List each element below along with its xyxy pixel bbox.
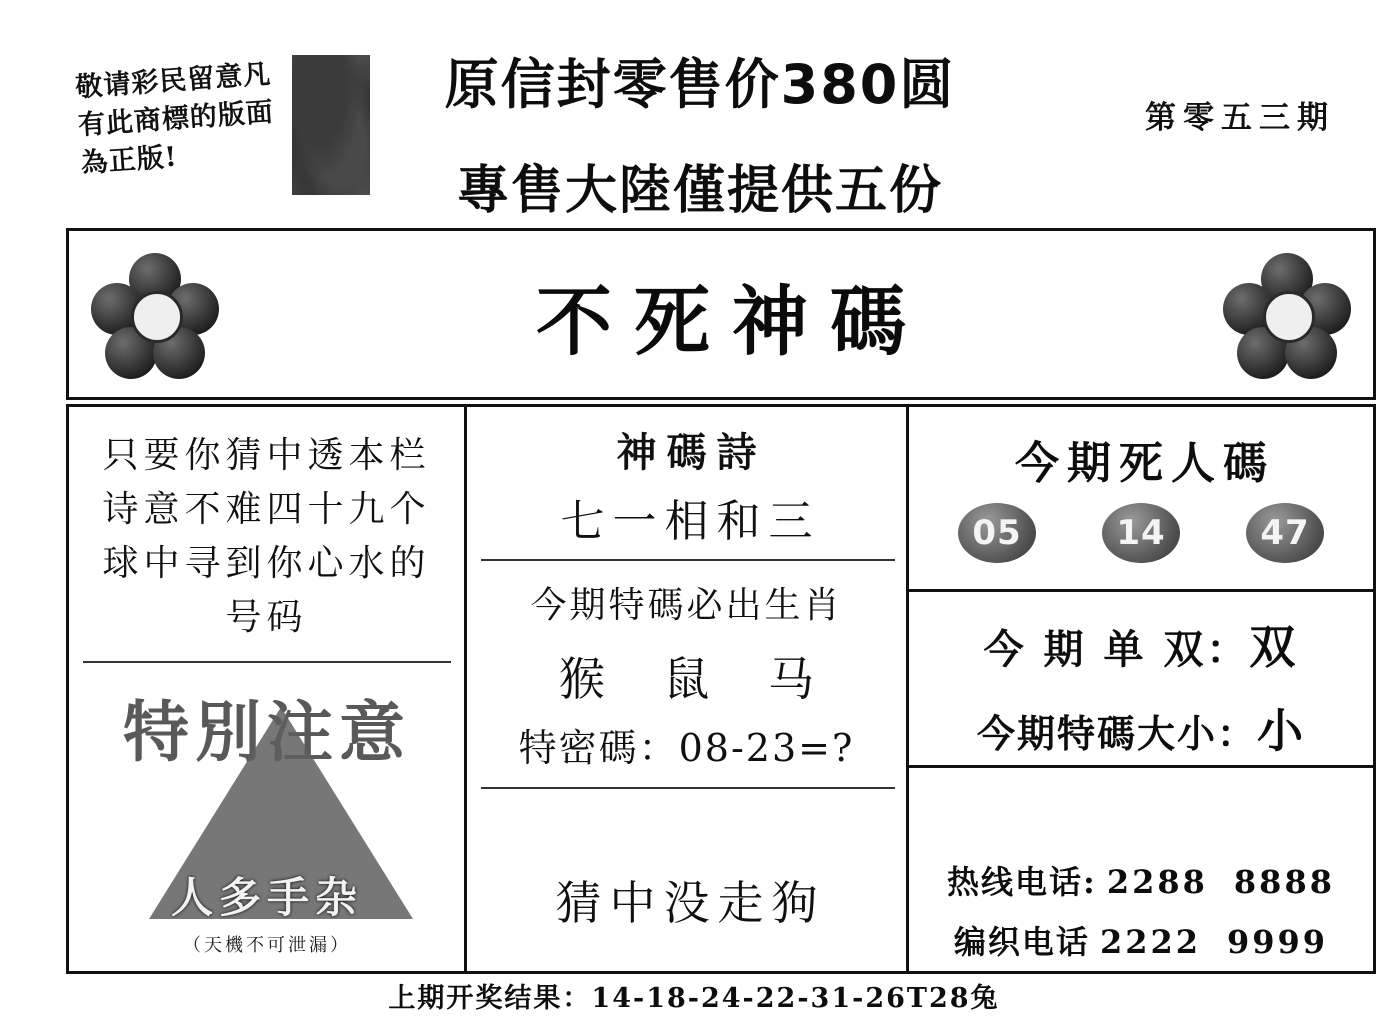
zodiac-label: 今期特碼必出生肖 — [530, 585, 843, 626]
size-label: 今期特碼大小： — [976, 711, 1257, 756]
hotline-number-b: 8888 — [1233, 863, 1335, 901]
authenticity-note: 敬请彩民留意凡有此商標的版面為正版! — [74, 58, 275, 180]
death-code-heading: 今期死人碼 — [1015, 438, 1275, 489]
warning-graphic — [79, 669, 455, 965]
hotline-label: 热线电话: — [947, 863, 1097, 901]
weave-number-a: 2222 — [1099, 923, 1201, 961]
odd-even-label: 今 期 单 双： — [983, 626, 1250, 673]
flower-icon — [1223, 253, 1351, 381]
poem-line: 七一相和三 — [560, 496, 821, 547]
page-title: 不死神碼 — [536, 277, 928, 366]
odd-even-value: 双 — [1249, 620, 1299, 674]
divider — [909, 765, 1373, 768]
weave-phone-row — [909, 917, 1373, 963]
secret-code: 特密碼：08-23=? — [518, 726, 855, 770]
issue-number: 第零五三期 — [1145, 100, 1335, 136]
hotline-row — [909, 857, 1373, 903]
page-header — [0, 0, 1388, 228]
zodiac-list: 猴 鼠 马 — [558, 652, 837, 706]
right-column — [909, 407, 1373, 971]
supply-line: 專售大陸僅提供五份 — [456, 161, 943, 221]
divider — [83, 661, 451, 663]
bottom-slogan: 猜中没走狗 — [555, 876, 826, 930]
middle-column — [467, 407, 909, 971]
weave-number-b: 9999 — [1227, 923, 1329, 961]
hotline-number-a: 2288 — [1106, 863, 1208, 901]
weave-label: 编织电话 — [953, 923, 1090, 961]
last-draw-result: 上期开奖结果：14-18-24-22-31-26T28兔 — [388, 983, 1000, 1014]
size-row — [909, 695, 1373, 761]
lottery-ball: 14 — [1102, 503, 1180, 563]
odd-even-row — [909, 611, 1373, 677]
divider — [909, 589, 1373, 592]
warning-text: 特別注意 — [123, 693, 411, 771]
lottery-ball: 05 — [958, 503, 1036, 563]
triangle-label: 人多手杂 — [170, 873, 363, 922]
triangle-subtitle: （天機不可泄漏） — [183, 935, 351, 956]
left-column — [69, 407, 467, 971]
title-band — [66, 228, 1376, 400]
divider — [481, 787, 895, 789]
lottery-ball: 47 — [1246, 503, 1324, 563]
intro-poem: 只要你猜中透本栏诗意不难四十九个球中寻到你心水的号码 — [102, 435, 431, 638]
size-value: 小 — [1257, 704, 1305, 758]
price-line: 原信封零售价380圆 — [444, 53, 956, 116]
main-content — [66, 404, 1376, 974]
lottery-ball-group — [909, 503, 1373, 563]
poem-title: 神碼詩 — [616, 429, 767, 476]
divider — [481, 559, 895, 561]
